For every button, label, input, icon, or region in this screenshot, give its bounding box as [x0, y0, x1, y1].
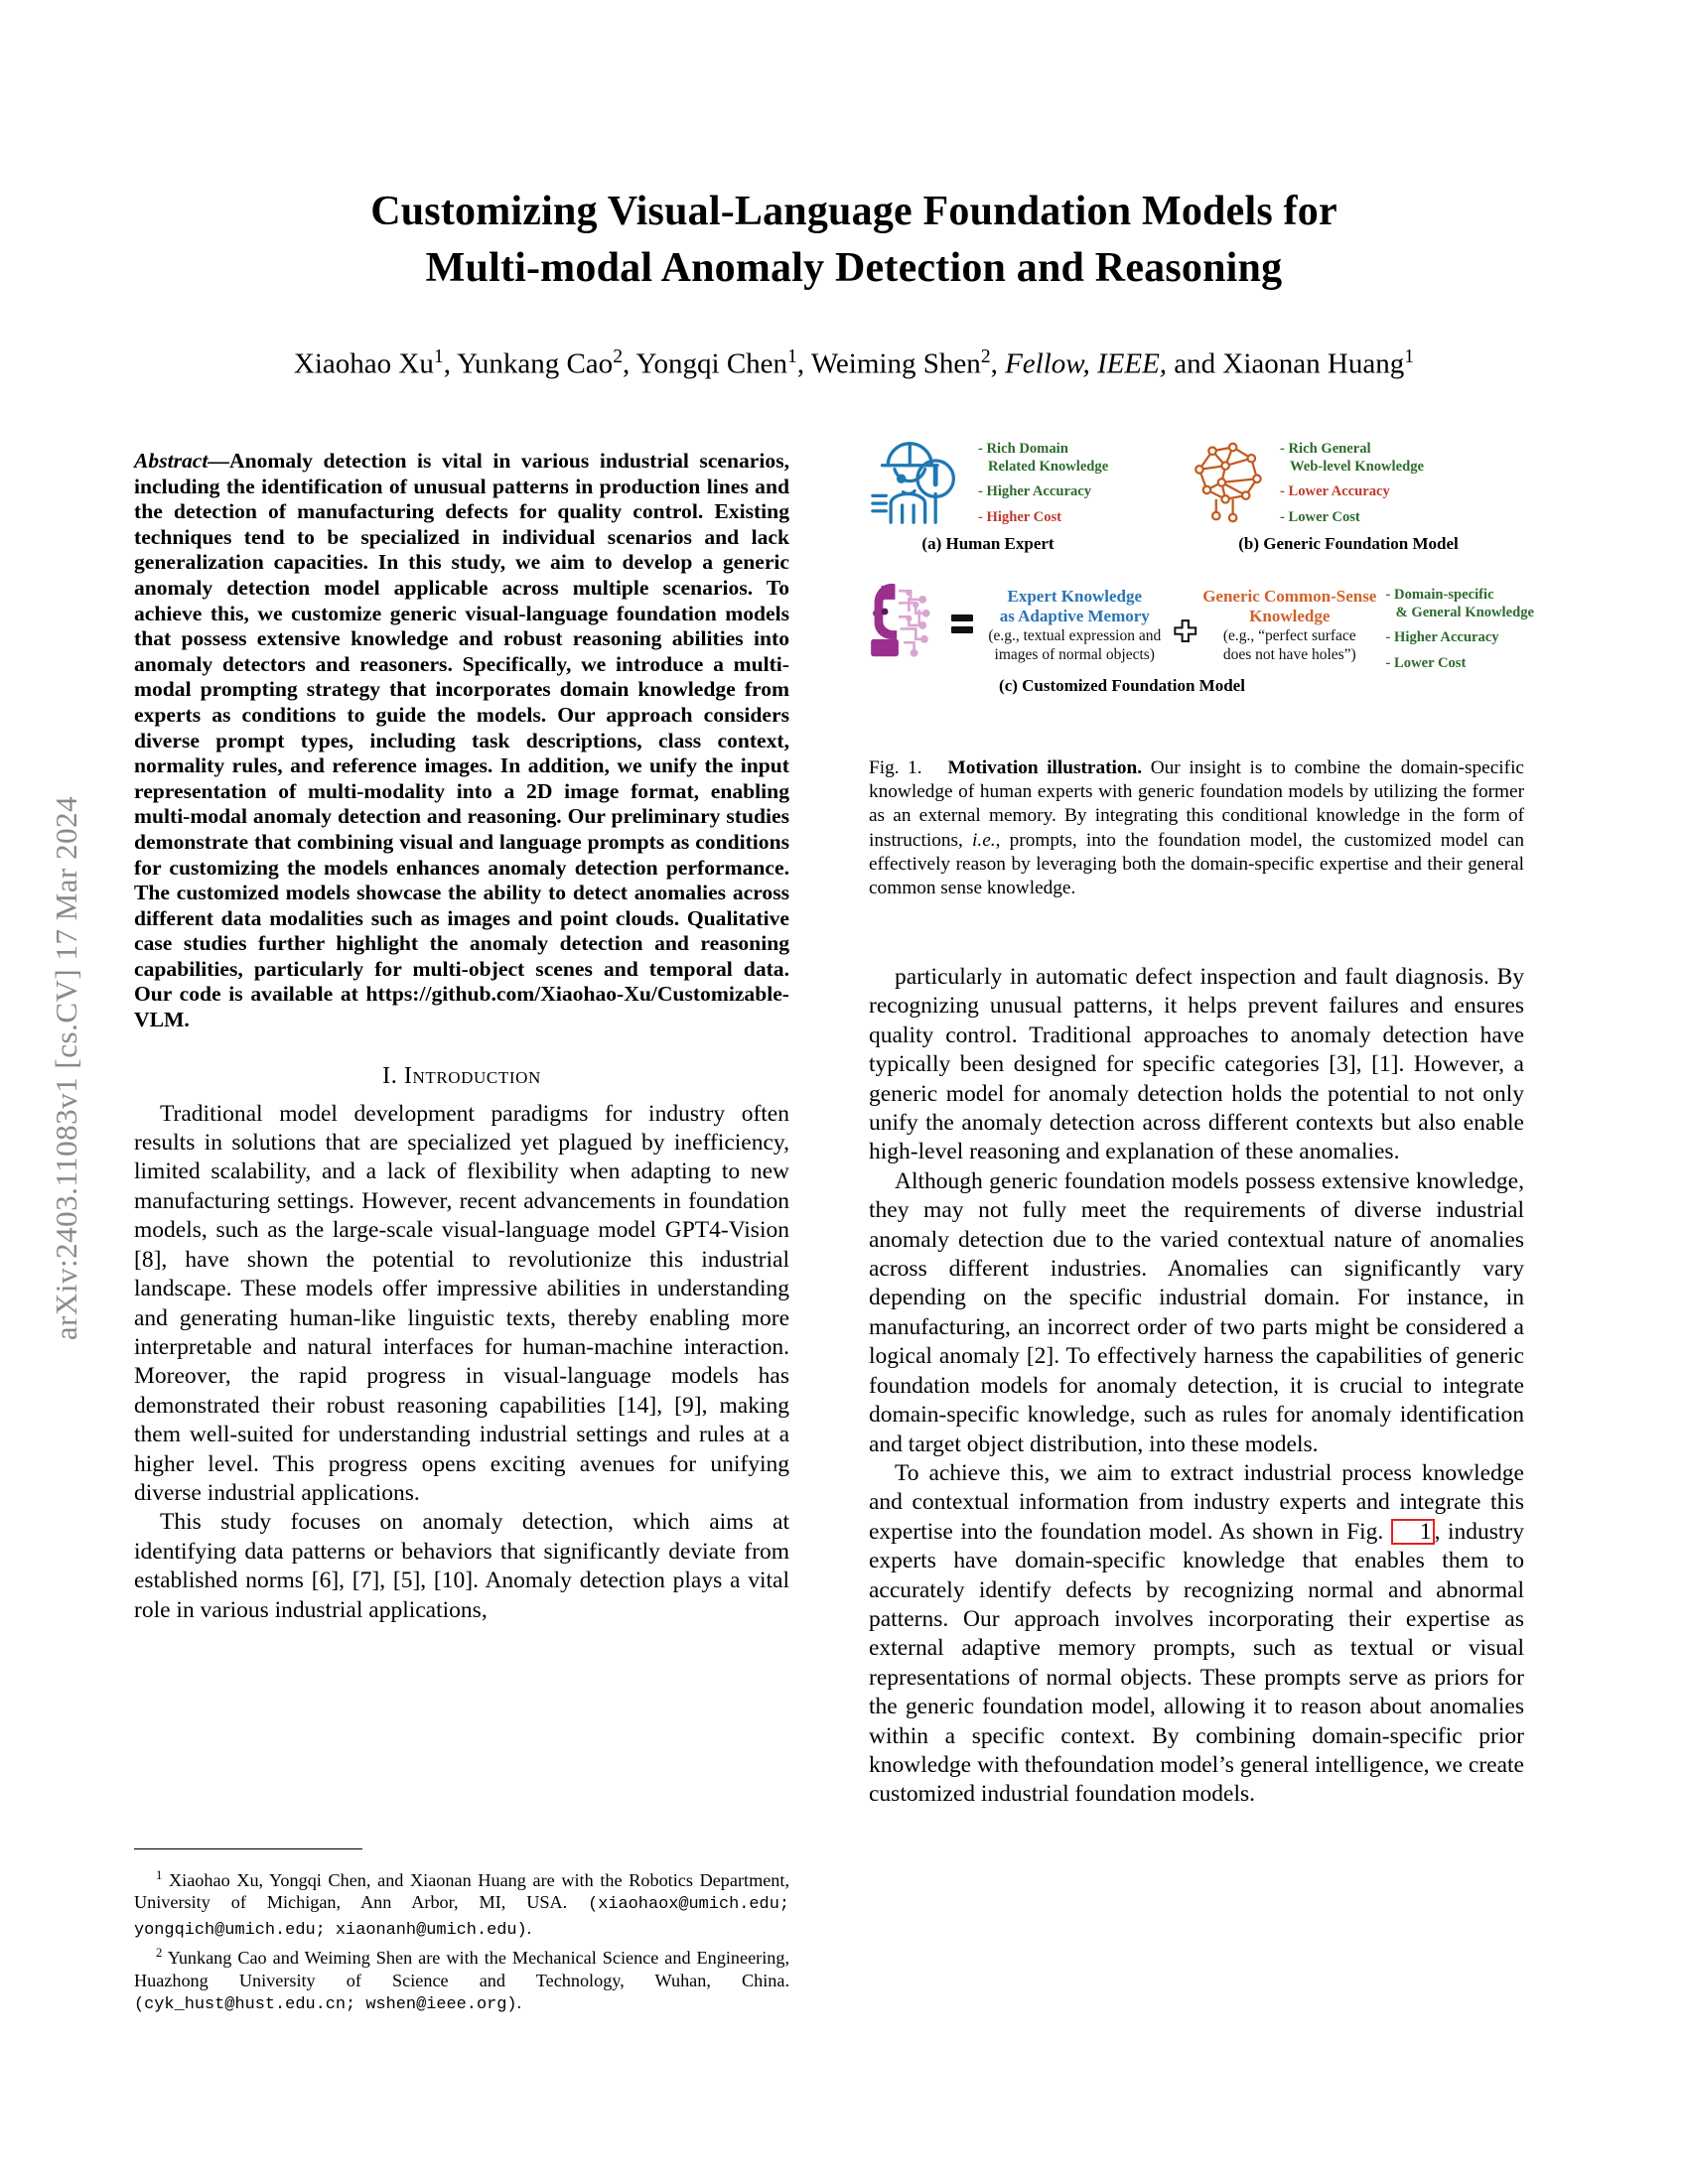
figure-caption-label: Fig. 1.: [869, 757, 922, 778]
intro-paragraph-1: Traditional model development paradigms for industry often results in solutions that are specialized yet plagued by inefficiency, limited scalability, and a lack of flexibility when adapting to new manufacturing settings. However, recent advancements in foundation models, such as the large-scale visual-language model GPT4-Vision [8], have shown the potential to revolutionize this industrial landscape. These models offer impressive abilities in understanding and generating human-like linguistic texts, thereby enabling more interpretable and natural interfaces for human-machine interaction. Moreover, the rapid progress in visual-language models has demonstrated their robust reasoning capabilities [14], [9], making them well-suited for understanding industrial settings and rules at a higher level. This progress opens exciting avenues for unifying diverse industrial applications.: [134, 1100, 789, 1506]
left-column: [134, 449, 789, 1625]
right-column: [869, 963, 1524, 1810]
bullet-a2: - Higher Accuracy: [978, 483, 1092, 499]
figure-panel-c-caption: (c) Customized Foundation Model: [999, 676, 1245, 695]
footnote-2-marker: 2: [156, 1946, 163, 1961]
common-sense-heading-2: Knowledge: [1249, 607, 1331, 625]
abstract: [134, 449, 789, 1033]
right-paragraph-3-part2: , industry experts have domain-specific knowledge that enables them to accurately identify defects by recognizing normal and abnormal patterns. Our approach involves incorporating their expertise as external adaptive memory prompts, such as textual or visual representations of normal objects. These prompts serve as priors for the generic foundation model, allowing it to reason about anomalies within a specific context. By combining domain-specific prior knowledge with thefoundation model’s general intelligence, we create customized industrial foundation models.: [869, 1518, 1524, 1808]
bullet-a1-line2: Related Knowledge: [988, 458, 1109, 475]
footnote-2: [134, 1942, 789, 2016]
abstract-text: Anomaly detection is vital in various industrial scenarios, including the identification of unusual patterns in production lines and the detection of manufacturing defects for quality control. Existing techniques tend to be specialized in individual scenarios and lack generalization capacities. In this study, we aim to develop a generic anomaly detection model applicable across multiple scenarios. To achieve this, we customize generic visual-language foundation models that possess extensive knowledge and robust reasoning abilities into anomaly detectors and reasoners. Specifically, we introduce a multi-modal prompting strategy that incorporates domain knowledge from experts as conditions to guide the models. Our approach considers diverse prompt types, including task descriptions, class context, normality rules, and reference images. In addition, we unify the input representation of multi-modality into a 2D image format, enabling multi-modal anomaly detection and reasoning. Our preliminary studies demonstrate that combining visual and language prompts as conditions for customizing the models enhances anomaly detection performance. The customized models showcase the ability to detect anomalies across different data modalities such as images and point clouds. Qualitative case studies further highlight the anomaly detection and reasoning capabilities, particularly for multi-object scenes and temporal data. Our code is available at https://github.com/Xiaohao-Xu/Customizable-VLM.: [134, 449, 789, 1032]
figure-panel-c-bullets: [1378, 571, 1534, 672]
footnote-2-text: Yunkang Cao and Weiming Shen are with the Mechanical Science and Engineering, Huazhong University of Science and Technology, Wuhan, China.: [134, 1948, 789, 1990]
bullet-b3: - Lower Cost: [1280, 508, 1360, 525]
ai-head-circuit-icon: [859, 571, 941, 666]
page-title-line-2: Multi-modal Anomaly Detection and Reasoning: [425, 245, 1283, 291]
footnote-1-marker: 1: [156, 1868, 163, 1882]
footnote-rule: [134, 1848, 362, 1849]
footnotes: [134, 1864, 789, 2017]
bullet-b1-line2: Web-level Knowledge: [1290, 458, 1424, 475]
bullet-c1-line2: & General Knowledge: [1395, 604, 1534, 620]
common-sense-detail-2: does not have holes”): [1222, 646, 1356, 663]
figure-panel-b-bullets: [1280, 437, 1424, 526]
figure-caption-bold: Motivation illustration.: [947, 757, 1143, 778]
figure-caption: [869, 756, 1524, 900]
footnote-1-text: Xiaohao Xu, Yongqi Chen, and Xiaonan Huang are with the Robotics Department, University of Michigan, Ann Arbor, MI, USA.: [134, 1870, 789, 1913]
figure-panel-b: [1185, 437, 1532, 554]
figure-panel-c: [859, 571, 1534, 696]
footnote-2-tail: .: [516, 1992, 522, 2013]
engineer-with-magnifier-icon: [869, 437, 964, 528]
footnote-1-tail: .: [526, 1917, 532, 1938]
abstract-label: Abstract—: [134, 449, 229, 473]
plus-sign-icon: [1174, 618, 1197, 644]
equals-sign-icon: [951, 614, 973, 633]
figure-panel-b-caption: (b) Generic Foundation Model: [1238, 534, 1459, 553]
footnote-1-emails: (xiaohaox@umich.edu; yongqich@umich.edu; xiaonanh@umich.edu): [134, 1895, 789, 1940]
bullet-c3: - Lower Cost: [1385, 654, 1467, 671]
bullet-b1-line1: - Rich General: [1280, 441, 1371, 457]
section-heading-introduction: I. Introduction: [382, 1062, 541, 1089]
title-block: [169, 184, 1539, 297]
arxiv-stamp: arXiv:2403.11083v1 [cs.CV] 17 Mar 2024: [49, 795, 83, 1341]
right-paragraph-3-part1: To achieve this, we aim to extract industrial process knowledge and contextual information from industry experts and integrate this expertise into the foundation model. As shown in Fig.: [869, 1459, 1524, 1545]
bullet-b2: - Lower Accuracy: [1280, 483, 1390, 499]
expert-knowledge-heading-2: as Adaptive Memory: [999, 607, 1150, 625]
expert-knowledge-heading-1: Expert Knowledge: [1007, 587, 1143, 606]
expert-knowledge-detail-1: (e.g., textual expression and: [988, 627, 1162, 644]
figure-caption-text: Our insight is to combine the domain-specific knowledge of human experts with generic foundation models by utilizing the former as an external memory. By integrating this conditional knowledge in the form of instructions, i.e., prompts, into the foundation model, the customized model can effectively reason by leveraging both the domain-specific expertise and their general common sense knowledge.: [869, 757, 1524, 899]
figure-panel-a-caption: (a) Human Expert: [921, 534, 1055, 553]
footnote-1: [134, 1864, 789, 1942]
bullet-c1-line1: - Domain-specific: [1385, 587, 1494, 603]
expert-knowledge-detail-2: images of normal objects): [994, 646, 1155, 663]
intro-paragraph-2: This study focuses on anomaly detection, which aims at identifying data patterns or behaviors that significantly deviate from established norms [6], [7], [5], [10]. Anomaly detection plays a vital role in various industrial applications,: [134, 1509, 789, 1623]
figure-block-common-sense: [1201, 571, 1378, 664]
figure-panel-a: [869, 437, 1187, 554]
figure-panel-a-bullets: [978, 437, 1108, 526]
author-list: Xiaohao Xu$^1$, Yunkang Cao$^2$, Yongqi Chen$^1$, Weiming Shen$^2$, Fellow, IEEE, and Xiaonan Huang$^1$: [293, 345, 1415, 380]
figure-reference-link[interactable]: 1: [1391, 1519, 1435, 1545]
bullet-a1-line1: - Rich Domain: [978, 441, 1068, 457]
common-sense-detail-1: (e.g., “perfect surface: [1222, 627, 1356, 644]
right-paragraph-1: particularly in automatic defect inspection and fault diagnosis. By recognizing unusual patterns, it helps prevent failures and ensures quality control. Traditional approaches to anomaly detection have typically been designed for specific categories [3], [1]. However, a generic model for anomaly detection holds the potential to not only unify the anomaly detection across different contexts but also enable high-level reasoning and explanation of these anomalies.: [869, 964, 1524, 1165]
figure-block-expert-knowledge: [981, 571, 1168, 664]
right-paragraph-3: [869, 1459, 1524, 1810]
bullet-a3: - Higher Cost: [978, 508, 1062, 525]
bullet-c2: - Higher Accuracy: [1385, 629, 1499, 645]
page-title-line-1: Customizing Visual-Language Foundation Models for: [370, 189, 1337, 234]
footnote-2-emails: (cyk_hust@hust.edu.cn; wshen@ieee.org): [134, 1995, 517, 2015]
common-sense-heading-1: Generic Common-Sense: [1202, 587, 1377, 606]
figure-1: [869, 437, 1534, 735]
neural-network-brain-icon: [1185, 437, 1270, 528]
right-paragraph-2: Although generic foundation models possess extensive knowledge, they may not fully meet the requirements of diverse industrial anomaly detection due to the varied contextual nature of anomalies across different industries. Anomalies can significantly vary depending on the specific industrial domain. For instance, in manufacturing, an incorrect order of two parts might be considered a logical anomaly [2]. To effectively harness the capabilities of generic foundation models for anomaly detection, it is crucial to integrate domain-specific knowledge, such as rules for anomaly identification and target object distribution, into these models.: [869, 1167, 1524, 1457]
